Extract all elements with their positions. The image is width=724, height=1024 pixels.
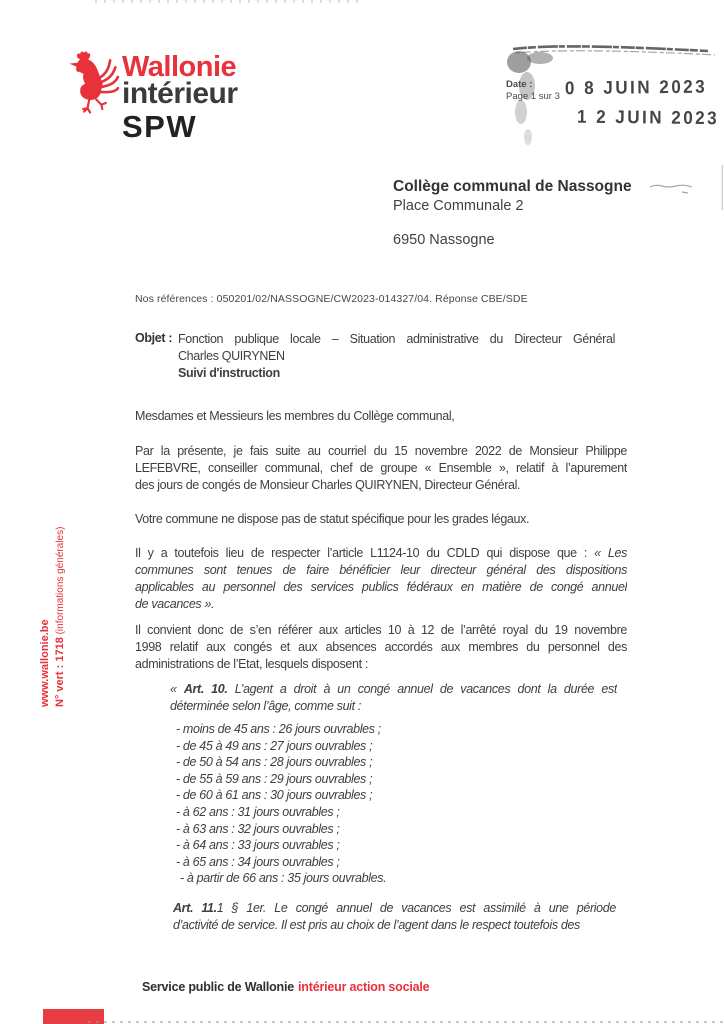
date-stamp-2: 1 2 JUIN 2023 <box>576 106 720 129</box>
art10-item: - à 62 ans : 31 jours ouvrables ; <box>176 804 340 819</box>
art10-item: - à 65 ans : 34 jours ouvrables ; <box>176 854 340 869</box>
recipient-city: 6950 Nassogne <box>393 232 495 248</box>
p1-line1: Par la présente, je fais suite au courriel du 15 novembre 2022 de Monsieur Philippe <box>135 444 627 458</box>
art11-intro: 1 § 1er. Le congé annuel de vacances est assimilé à une période <box>216 901 616 915</box>
footer-line <box>142 980 429 994</box>
art10-item: - de 60 à 61 ans : 30 jours ouvrables ; <box>176 788 373 803</box>
art10-intro: L’agent a droit à un congé annuel de vacances dont la durée est <box>227 682 617 696</box>
subject-line3: Suivi d'instruction <box>178 366 280 380</box>
article-10-quote <box>170 681 617 887</box>
p3-line3: applicables au personnel des services publics fédéraux en matière de congé annuel <box>135 580 627 594</box>
references-line: Nos références : 050201/02/NASSOGNE/CW2023-014327/04. Réponse CBE/SDE <box>135 293 528 305</box>
sidebar-phone-note: (informations générales) <box>55 526 66 638</box>
subject-line1: Fonction publique locale – Situation administrative du Directeur Général <box>178 332 615 346</box>
logo-wallonie: Wallonie <box>122 51 237 83</box>
p3-line1-italic: « Les <box>594 546 627 560</box>
art10-item: - de 50 à 54 ans : 28 jours ouvrables ; <box>176 755 373 770</box>
stamp-meta <box>506 79 560 103</box>
p4-line1: Il convient donc de s’en référer aux articles 10 à 12 de l’arrêté royal du 19 novembre <box>135 623 627 637</box>
subject-label: Objet : <box>135 331 173 345</box>
logo-spw: SPW <box>122 109 198 144</box>
paragraph-2: Votre commune ne dispose pas de statut spécifique pour les grades légaux. <box>135 512 530 526</box>
date-stamp-1: 0 8 JUIN 2023 <box>564 76 708 99</box>
stamp-date-label: Date : <box>506 79 533 90</box>
art10-items <box>176 721 617 887</box>
art10-item: - de 45 à 49 ans : 27 jours ouvrables ; <box>176 738 373 753</box>
p1-line2: LEFEBVRE, conseiller communal, chef de groupe « Ensemble », relatif à l’apurement <box>135 461 627 475</box>
art10-item: - à 63 ans : 32 jours ouvrables ; <box>176 821 340 836</box>
art10-item: - moins de 45 ans : 26 jours ouvrables ; <box>176 722 381 736</box>
recipient-name: Collège communal de Nassogne <box>393 178 632 195</box>
sidebar-website: www.wallonie.be <box>39 619 51 707</box>
paragraph-4 <box>135 622 627 673</box>
sidebar-vertical-text <box>38 527 68 707</box>
stamp-page-label: Page 1 sur 3 <box>506 91 560 102</box>
art11-line1 <box>173 900 616 917</box>
art10-item: - à partir de 66 ans : 35 jours ouvrables. <box>180 871 387 886</box>
footer-red-text: intérieur action sociale <box>298 980 430 994</box>
art10-item: - de 55 à 59 ans : 29 jours ouvrables ; <box>176 771 373 786</box>
article-11-quote <box>173 900 616 934</box>
paragraph-3 <box>135 545 627 613</box>
p3-line1-normal: Il y a toutefois lieu de respecter l’article L1124-10 du CDLD qui dispose que : <box>135 546 595 560</box>
recipient-block <box>393 178 632 248</box>
p3-line4: de vacances ». <box>135 597 215 611</box>
logo-interieur: intérieur <box>122 77 238 110</box>
art10-item: - à 64 ans : 33 jours ouvrables ; <box>176 838 340 853</box>
p3-line1 <box>135 545 627 562</box>
art10-label: Art. 10. <box>183 682 228 696</box>
p4-line2: 1998 relatif aux congés et aux absences accordés aux membres du personnel des <box>135 640 627 654</box>
recipient-street: Place Communale 2 <box>393 198 524 214</box>
art10-open-quote: « <box>170 682 184 696</box>
paragraph-1 <box>135 443 627 494</box>
p1-line3: des jours de congés de Monsieur Charles QUIRYNEN, Directeur Général. <box>135 478 521 492</box>
scan-noise-bottom <box>88 1021 724 1023</box>
art10-line2: déterminée selon l’âge, comme suit : <box>170 699 361 713</box>
art11-label: Art. 11. <box>173 901 217 915</box>
sidebar-phone <box>52 527 68 707</box>
footer-black-text: Service public de Wallonie <box>142 980 295 994</box>
p4-line3: administrations de l’Etat, lesquels disposent : <box>135 657 368 671</box>
subject-line2: Charles QUIRYNEN <box>178 349 285 363</box>
salutation: Mesdames et Messieurs les membres du Collège communal, <box>135 409 455 423</box>
sidebar-phone-number: N° vert : 1718 <box>54 637 66 707</box>
art10-line1 <box>170 681 617 698</box>
art11-line2: d’activité de service. Il est pris au choix de l’agent dans le respect toutefois des <box>173 918 580 932</box>
p3-line2: communes sont tenues de faire bénéficier leur directeur général des dispositions <box>135 563 627 577</box>
